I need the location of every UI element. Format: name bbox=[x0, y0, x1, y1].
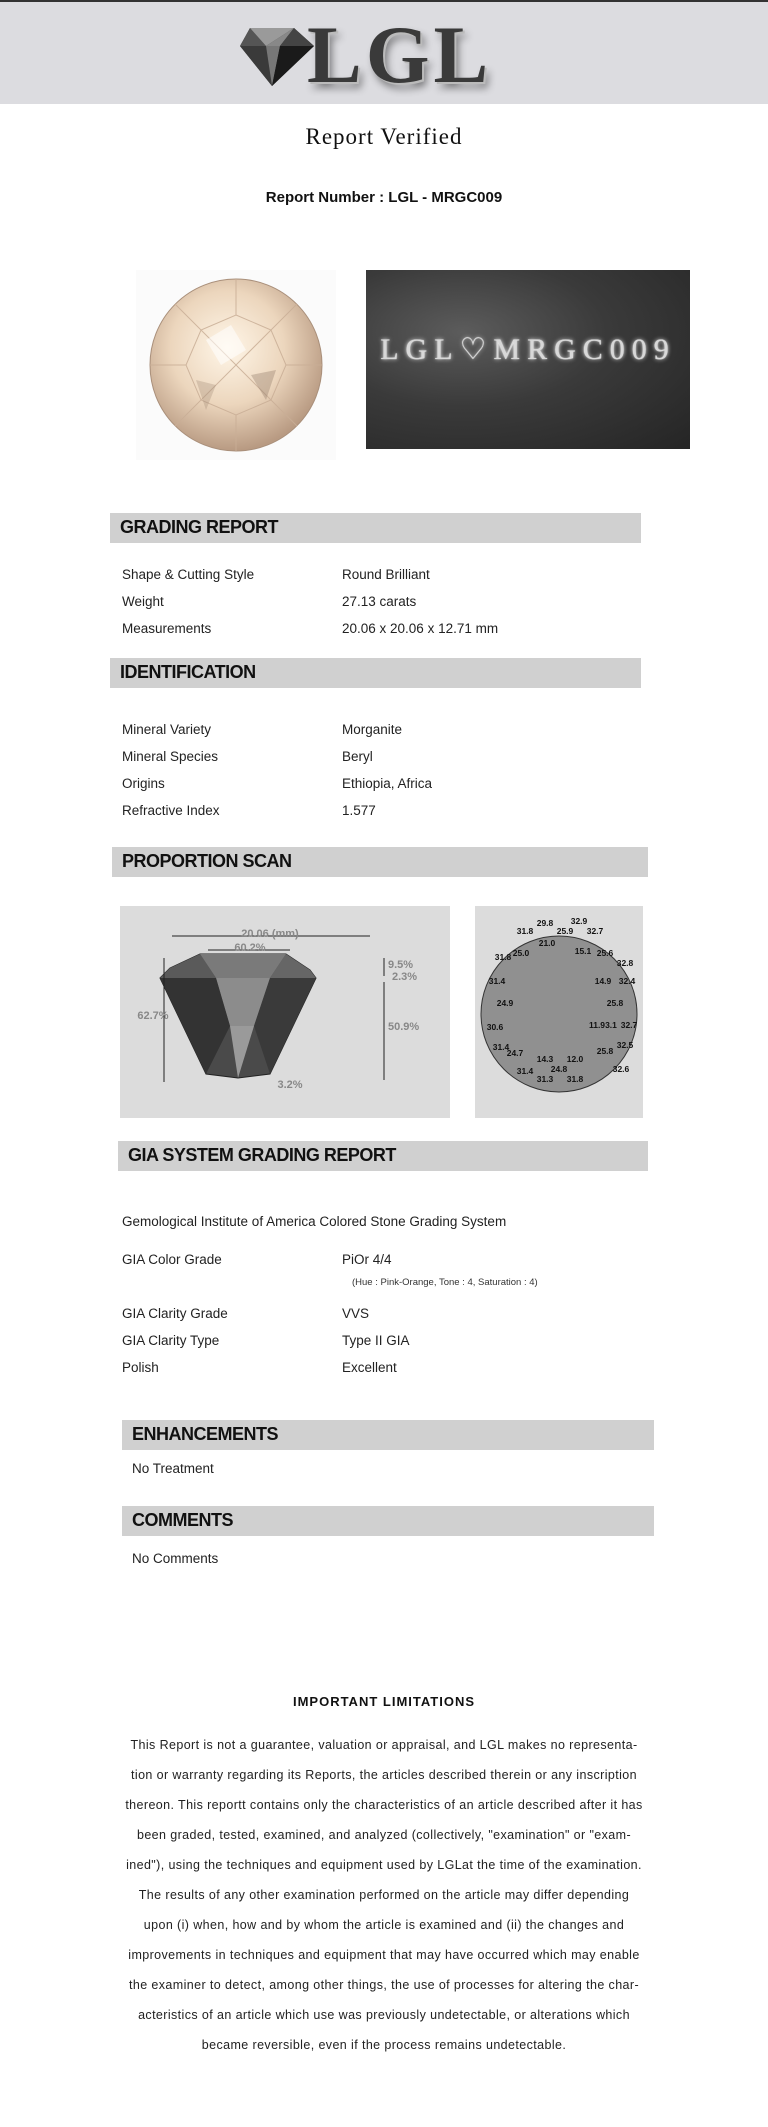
top-view-value: 24.7 bbox=[506, 1048, 524, 1058]
comments-text: No Comments bbox=[132, 1551, 219, 1566]
top-view-value: 11.9 bbox=[588, 1020, 606, 1030]
gia-report-title: GIA SYSTEM GRADING REPORT bbox=[128, 1145, 396, 1165]
crown-label: 9.5% bbox=[388, 959, 414, 971]
origins-label: Origins bbox=[122, 776, 165, 791]
top-view-value: 21.0 bbox=[538, 938, 556, 948]
top-view-value: 32.4 bbox=[618, 976, 636, 986]
gia-color-note: (Hue : Pink-Orange, Tone : 4, Saturation : 4) bbox=[352, 1277, 538, 1288]
logo-wordmark: LGL bbox=[307, 9, 493, 100]
measurements-value: 20.06 x 20.06 x 12.71 mm bbox=[342, 621, 499, 636]
top-view-value: 29.8 bbox=[536, 918, 554, 928]
limitations-line: the examiner to detect, among other things, the use of processes for altering the char- bbox=[128, 1978, 640, 1992]
top-view-value: 25.8 bbox=[606, 998, 624, 1008]
profile-diagram bbox=[120, 906, 450, 1118]
top-view-value: 24.9 bbox=[496, 998, 514, 1008]
top-view-value: 24.8 bbox=[550, 1064, 568, 1074]
top-view-value: 30.6 bbox=[486, 1022, 504, 1032]
top-view-value: 31.8 bbox=[494, 952, 512, 962]
girdle-label: 2.3% bbox=[392, 971, 418, 983]
laser-inscription-photo bbox=[366, 270, 690, 449]
polish-value: Excellent bbox=[342, 1360, 397, 1375]
top-view-value: 14.3 bbox=[536, 1054, 554, 1064]
enhancements-header bbox=[122, 1420, 654, 1450]
shape-label: Shape & Cutting Style bbox=[122, 567, 255, 582]
limitations-line: upon (i) when, how and by whom the article is examined and (ii) the changes and bbox=[143, 1918, 625, 1932]
grading-report-header bbox=[110, 513, 641, 543]
comments-header bbox=[122, 1506, 654, 1536]
top-view-value: 31.4 bbox=[492, 1042, 510, 1052]
origins-value: Ethiopia, Africa bbox=[342, 776, 433, 791]
gia-system-name: Gemological Institute of America Colored Stone Grading System bbox=[122, 1214, 507, 1229]
enhancements-text: No Treatment bbox=[132, 1461, 214, 1476]
top-view-value: 31.8 bbox=[516, 926, 534, 936]
limitations-line: thereon. This reportt contains only the characteristics of an article described after it has bbox=[125, 1798, 643, 1812]
top-view-value: 25.0 bbox=[512, 948, 530, 958]
report-number: Report Number : LGL - MRGC009 bbox=[265, 189, 503, 206]
top-view-diagram bbox=[475, 906, 643, 1118]
top-view-value: 15.1 bbox=[574, 946, 592, 956]
enhancements-title: ENHANCEMENTS bbox=[132, 1424, 279, 1444]
inscription-text: LGL♡MRGC009 bbox=[380, 333, 676, 366]
limitations-line: been graded, tested, examined, and analyzed (collectively, "examination" or "exam- bbox=[136, 1828, 632, 1842]
mineral-species-label: Mineral Species bbox=[122, 749, 219, 764]
limitations-title: IMPORTANT LIMITATIONS bbox=[292, 1694, 476, 1709]
mineral-variety-label: Mineral Variety bbox=[122, 722, 212, 737]
limitations-line: became reversible, even if the process remains undetectable. bbox=[201, 2038, 567, 2052]
top-view-value: 31.3 bbox=[536, 1074, 554, 1084]
gem-photo bbox=[136, 270, 336, 460]
top-view-value: 31.4 bbox=[488, 976, 506, 986]
proportion-scan-title: PROPORTION SCAN bbox=[122, 851, 292, 871]
refractive-index-label: Refractive Index bbox=[122, 803, 220, 818]
top-view-value: 32.7 bbox=[586, 926, 604, 936]
top-view-value: 25.9 bbox=[556, 926, 574, 936]
refractive-index-value: 1.577 bbox=[342, 803, 376, 818]
diameter-label: 20.06 (mm) bbox=[241, 928, 299, 940]
top-view-value: 32.8 bbox=[616, 958, 634, 968]
polish-label: Polish bbox=[122, 1360, 159, 1375]
mineral-variety-value: Morganite bbox=[342, 722, 403, 737]
weight-value: 27.13 carats bbox=[342, 594, 417, 609]
top-view-value: 32.5 bbox=[616, 1040, 634, 1050]
header-banner bbox=[0, 2, 768, 104]
comments-title: COMMENTS bbox=[132, 1510, 233, 1530]
measurements-label: Measurements bbox=[122, 621, 212, 636]
total-depth-label: 62.7% bbox=[137, 1010, 169, 1022]
gia-report-header bbox=[118, 1141, 648, 1171]
page-title: Report Verified bbox=[305, 124, 463, 149]
profile-diagram-panel bbox=[120, 906, 450, 1118]
top-view-value: 3.1 bbox=[605, 1020, 617, 1030]
gia-clarity-grade-label: GIA Clarity Grade bbox=[122, 1306, 228, 1321]
top-view-value: 32.9 bbox=[570, 916, 588, 926]
limitations-line: This Report is not a guarantee, valuation or appraisal, and LGL makes no representa- bbox=[130, 1738, 638, 1752]
culet-label: 3.2% bbox=[277, 1079, 303, 1091]
top-view-value: 25.8 bbox=[596, 1046, 614, 1056]
grading-report-title: GRADING REPORT bbox=[120, 517, 279, 537]
top-view-value: 14.9 bbox=[594, 976, 612, 986]
gia-clarity-type-label: GIA Clarity Type bbox=[122, 1333, 220, 1348]
limitations-line: acteristics of an article which use was previously undetectable, or alterations which bbox=[138, 2008, 630, 2022]
top-view-value: 32.7 bbox=[620, 1020, 638, 1030]
top-view-value: 32.6 bbox=[612, 1064, 630, 1074]
table-label: 60.2% bbox=[234, 942, 266, 954]
top-view-diagram-panel bbox=[475, 906, 643, 1118]
gia-clarity-type-value: Type II GIA bbox=[342, 1333, 410, 1348]
pavilion-label: 50.9% bbox=[388, 1021, 420, 1033]
shape-value: Round Brilliant bbox=[342, 567, 430, 582]
gia-color-grade-label: GIA Color Grade bbox=[122, 1252, 222, 1267]
top-view-value: 25.6 bbox=[596, 948, 614, 958]
proportion-scan-header bbox=[112, 847, 648, 877]
top-view-value: 12.0 bbox=[566, 1054, 584, 1064]
limitations-line: ined"), using the techniques and equipment used by LGLat the time of the examination. bbox=[126, 1858, 642, 1872]
gia-color-grade-value: PiOr 4/4 bbox=[342, 1252, 392, 1267]
limitations-line: improvements in techniques and equipment that may have occurred which may enable bbox=[128, 1948, 640, 1962]
limitations-line: The results of any other examination performed on the article may differ depending bbox=[138, 1888, 630, 1902]
top-view-value: 31.4 bbox=[516, 1066, 534, 1076]
identification-header bbox=[110, 658, 641, 688]
identification-title: IDENTIFICATION bbox=[120, 662, 256, 682]
weight-label: Weight bbox=[122, 594, 164, 609]
limitations-line: tion or warranty regarding its Reports, the articles described therein or any inscription bbox=[131, 1768, 637, 1782]
mineral-species-value: Beryl bbox=[342, 749, 373, 764]
gia-clarity-grade-value: VVS bbox=[342, 1306, 370, 1321]
lgl-logo bbox=[232, 9, 502, 100]
top-view-value: 31.8 bbox=[566, 1074, 584, 1084]
